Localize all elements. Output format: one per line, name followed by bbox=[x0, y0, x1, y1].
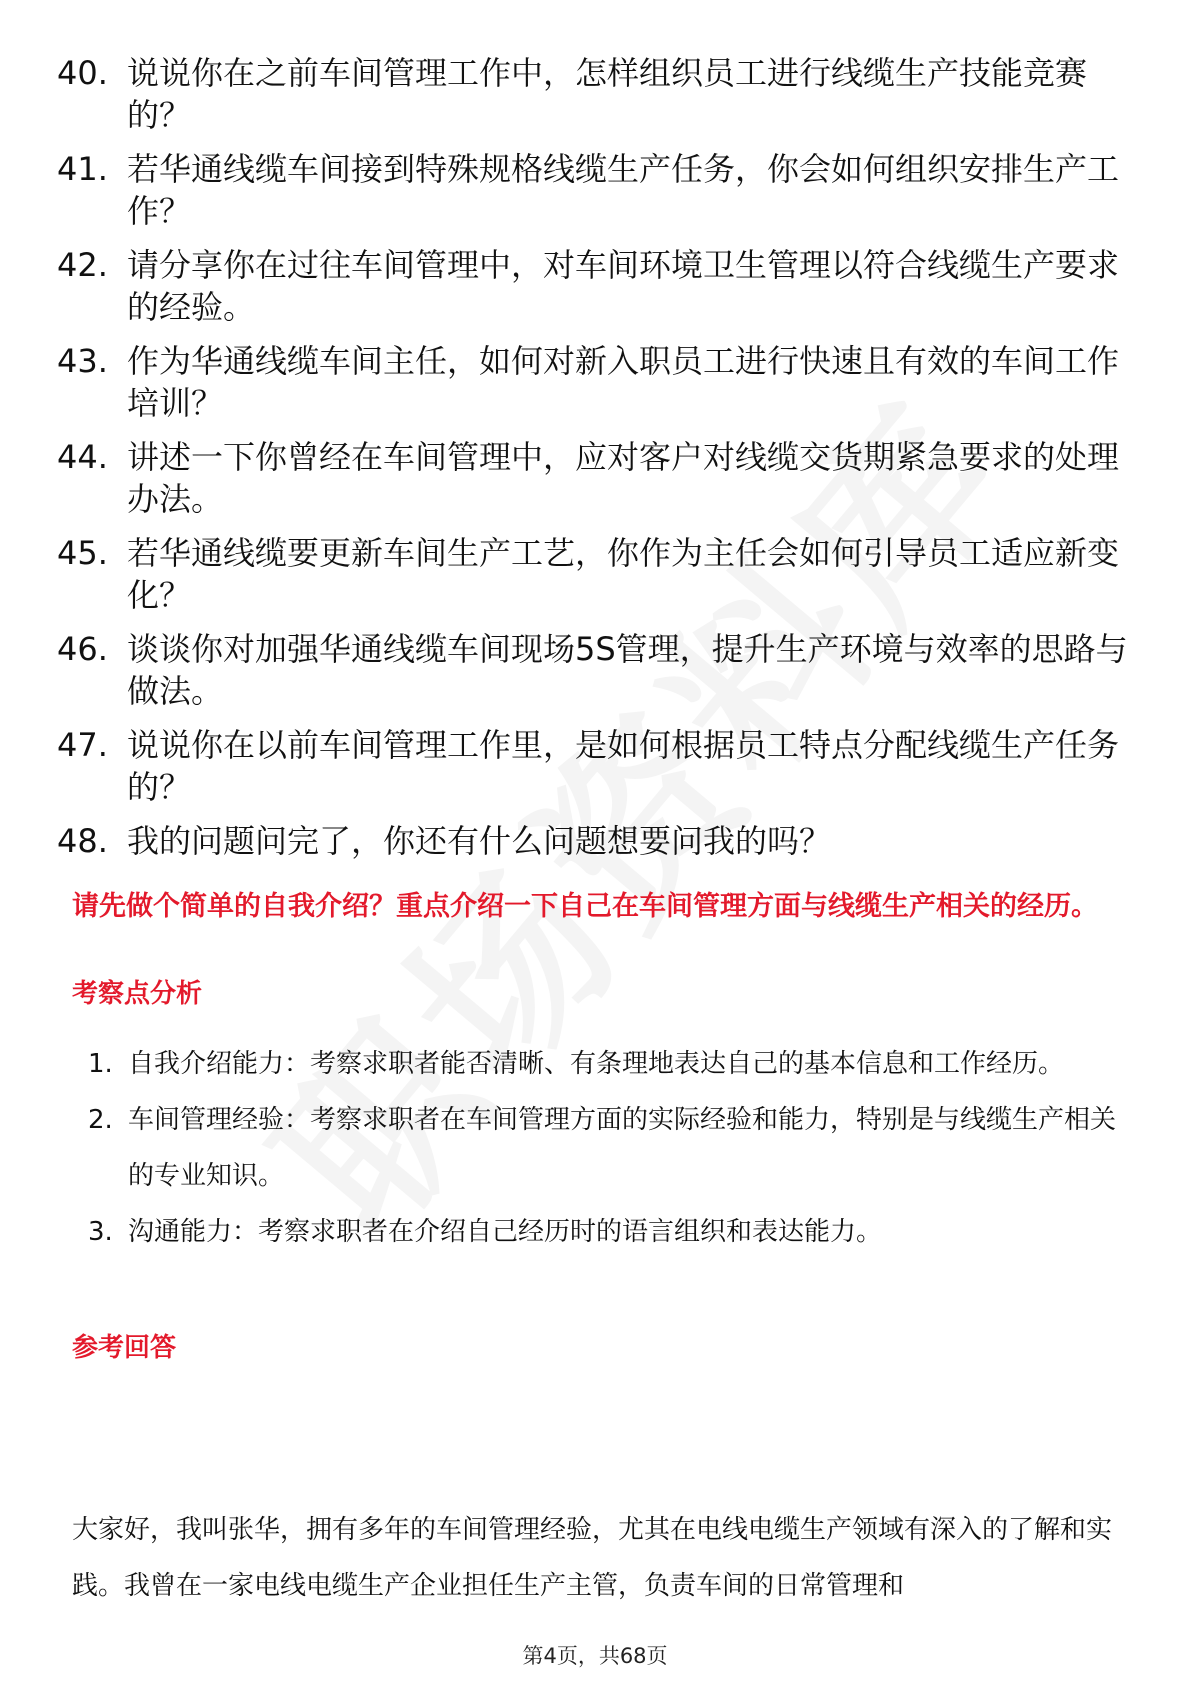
section-question-heading: 请先做个简单的自我介绍？重点介绍一下自己在车间管理方面与线缆生产相关的经历。 bbox=[72, 891, 1098, 922]
analysis-point-text: 车间管理经验：考察求职者在车间管理方面的实际经验和能力，特别是与线缆生产相关的专业知识。 bbox=[128, 1105, 1117, 1191]
question-text: 说说你在之前车间管理工作中，怎样组织员工进行线缆生产技能竞赛的？ bbox=[127, 54, 1088, 134]
question-item bbox=[57, 52, 1137, 136]
analysis-point bbox=[72, 1204, 1132, 1260]
analysis-heading: 考察点分析 bbox=[72, 979, 203, 1009]
analysis-point-list bbox=[72, 1036, 1132, 1260]
question-text: 若华通线缆车间接到特殊规格线缆生产任务，你会如何组织安排生产工作？ bbox=[127, 150, 1120, 230]
question-item bbox=[57, 820, 1137, 862]
question-item bbox=[57, 532, 1137, 616]
question-number: 41. bbox=[57, 150, 108, 188]
question-text: 作为华通线缆车间主任，如何对新入职员工进行快速且有效的车间工作培训？ bbox=[127, 342, 1120, 422]
question-text: 我的问题问完了，你还有什么问题想要问我的吗？ bbox=[127, 822, 832, 860]
question-text: 讲述一下你曾经在车间管理中，应对客户对线缆交货期紧急要求的处理办法。 bbox=[127, 438, 1120, 518]
reference-answer-text: 大家好，我叫张华，拥有多年的车间管理经验，尤其在电线电缆生产领域有深入的了解和实践。我曾在一家电线电缆生产企业担任生产主管，负责车间的日常管理和 bbox=[72, 1515, 1113, 1601]
page-footer: 第4页，共68页 bbox=[522, 1644, 668, 1668]
question-item bbox=[57, 628, 1137, 712]
analysis-point-number: 1. bbox=[88, 1049, 113, 1079]
question-number: 42. bbox=[57, 246, 108, 284]
question-item bbox=[57, 340, 1137, 424]
analysis-point-number: 2. bbox=[88, 1105, 113, 1135]
question-number: 43. bbox=[57, 342, 108, 380]
question-number: 46. bbox=[57, 630, 108, 668]
analysis-point bbox=[72, 1036, 1132, 1092]
question-item bbox=[57, 724, 1137, 808]
reference-answer-heading: 参考回答 bbox=[72, 1333, 177, 1363]
question-number: 40. bbox=[57, 54, 108, 92]
question-number: 44. bbox=[57, 438, 108, 476]
question-number: 45. bbox=[57, 534, 108, 572]
question-text: 若华通线缆要更新车间生产工艺，你作为主任会如何引导员工适应新变化？ bbox=[127, 534, 1120, 614]
question-item bbox=[57, 244, 1137, 328]
analysis-point bbox=[72, 1092, 1132, 1204]
analysis-point-number: 3. bbox=[88, 1217, 113, 1247]
question-number: 48. bbox=[57, 822, 108, 860]
question-item bbox=[57, 148, 1137, 232]
question-item bbox=[57, 436, 1137, 520]
question-number: 47. bbox=[57, 726, 108, 764]
question-text: 请分享你在过往车间管理中，对车间环境卫生管理以符合线缆生产要求的经验。 bbox=[127, 246, 1120, 326]
analysis-point-text: 自我介绍能力：考察求职者能否清晰、有条理地表达自己的基本信息和工作经历。 bbox=[128, 1049, 1065, 1079]
question-text: 说说你在以前车间管理工作里，是如何根据员工特点分配线缆生产任务的？ bbox=[127, 726, 1120, 806]
analysis-point-text: 沟通能力：考察求职者在介绍自己经历时的语言组织和表达能力。 bbox=[128, 1217, 883, 1247]
question-list bbox=[57, 52, 1137, 874]
question-text: 谈谈你对加强华通线缆车间现场5S管理，提升生产环境与效率的思路与做法。 bbox=[127, 630, 1128, 710]
